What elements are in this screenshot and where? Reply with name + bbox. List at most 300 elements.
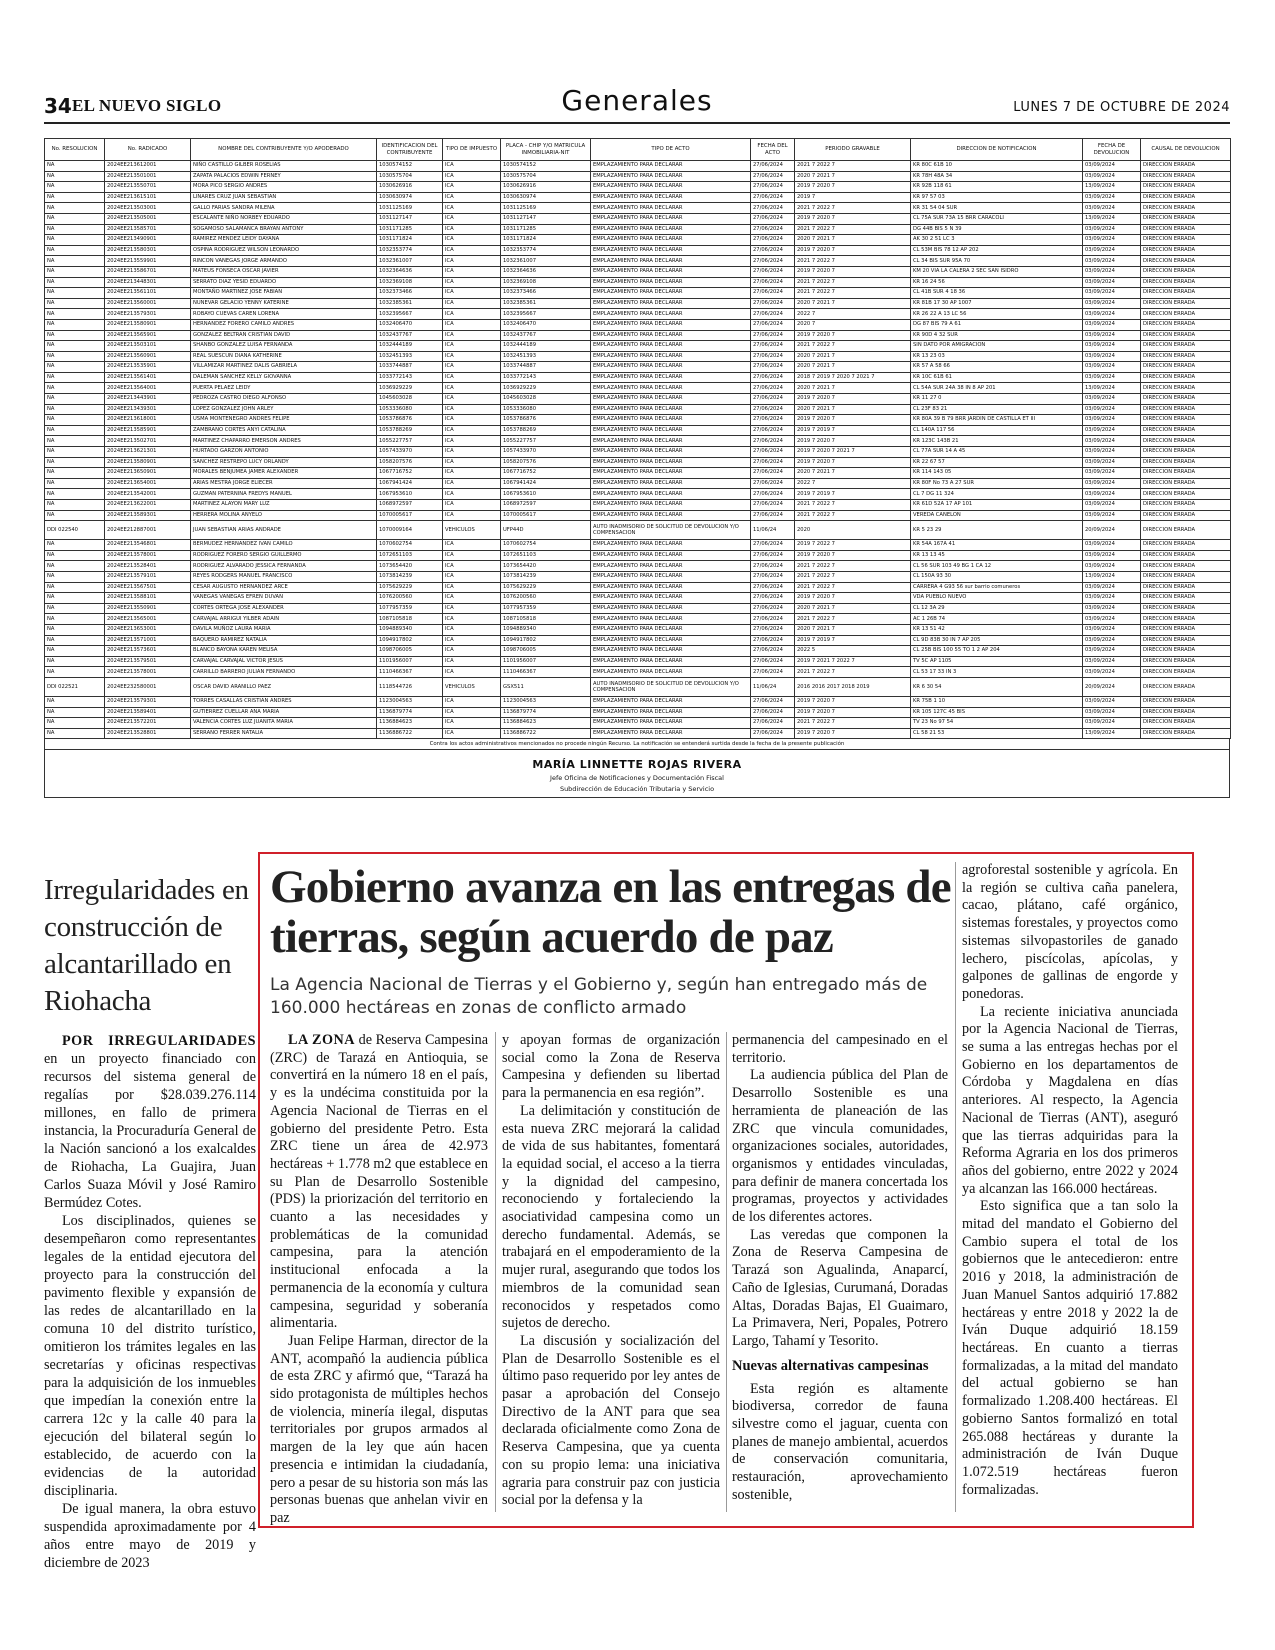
article-column-1 (270, 1032, 488, 1528)
table-cell: DIRECCION ERRADA (1141, 192, 1231, 203)
table-cell: 1032361007 (501, 256, 591, 267)
table-cell: 2024EE213560901 (105, 351, 191, 362)
table-cell: TV 5C AP 1105 (911, 656, 1083, 667)
table-cell: NA (45, 635, 105, 646)
table-cell: EMPLAZAMIENTO PARA DECLARAR (591, 624, 751, 635)
table-footnote: Contra los actos administrativos mencionados no procede ningún Recurso. La notificación se entenderá surtida desde la fecha de la presente publicación (44, 739, 1230, 750)
table-cell: 2024EE213560001 (105, 298, 191, 309)
table-cell: 1068972597 (377, 500, 443, 511)
table-cell: KR 57 A 58 66 (911, 362, 1083, 373)
table-cell: 1032385361 (377, 298, 443, 309)
table-cell: 03/09/2024 (1083, 510, 1141, 521)
table-cell: 2022 5 (795, 646, 911, 657)
table-cell: 1058207576 (501, 457, 591, 468)
table-cell: NA (45, 582, 105, 593)
table-cell: SHANBO GONZALEZ LUISA FERNANDA (191, 341, 377, 352)
table-cell: 2024EE213578001 (105, 667, 191, 678)
table-cell: 2020 7 2021 7 (795, 351, 911, 362)
table-cell: CL 77A SUR 14 A 45 (911, 447, 1083, 458)
table-cell: DIRECCION ERRADA (1141, 330, 1231, 341)
table-cell: 1032406470 (501, 319, 591, 330)
table-cell: 1094917802 (501, 635, 591, 646)
table-cell: 1072651103 (377, 550, 443, 561)
table-cell: 1031125169 (501, 203, 591, 214)
table-cell: NA (45, 266, 105, 277)
table-cell: 1094889340 (377, 624, 443, 635)
table-row (45, 718, 1231, 729)
table-cell: 03/09/2024 (1083, 707, 1141, 718)
table-cell: DAVILA MUÑOZ LAURA MARIA (191, 624, 377, 635)
table-cell: 03/09/2024 (1083, 372, 1141, 383)
table-cell: NA (45, 624, 105, 635)
table-cell: EMPLAZAMIENTO PARA DECLARAR (591, 192, 751, 203)
table-cell: DIRECCION ERRADA (1141, 161, 1231, 172)
column-header: FECHA DE DEVOLUCION (1083, 139, 1141, 161)
table-cell: 03/09/2024 (1083, 457, 1141, 468)
table-cell: NA (45, 696, 105, 707)
table-cell: ICA (443, 603, 501, 614)
table-cell: MARTINEZ CHAPARRO EMERSON ANDRES (191, 436, 377, 447)
table-cell: NA (45, 646, 105, 657)
table-row (45, 404, 1231, 415)
table-cell: 1087105818 (501, 614, 591, 625)
table-cell: VEHICULOS (443, 521, 501, 540)
table-cell: 2024EE213621301 (105, 447, 191, 458)
table-cell: EMPLAZAMIENTO PARA DECLARAR (591, 245, 751, 256)
table-cell: 27/06/2024 (751, 500, 795, 511)
table-cell: NA (45, 372, 105, 383)
table-cell: EMPLAZAMIENTO PARA DECLARAR (591, 571, 751, 582)
article-paragraph: y apoyan formas de organización social como la Zona de Reserva Campesina y defienden su libertad para la permanencia en esa región”. (502, 1032, 720, 1102)
table-cell: 2019 7 2022 7 (795, 540, 911, 551)
table-cell: ICA (443, 224, 501, 235)
table-cell: 27/06/2024 (751, 341, 795, 352)
table-cell: ICA (443, 298, 501, 309)
table-cell: KR 80A 39 B 79 BRR JARDIN DE CASTILLA ET III (911, 415, 1083, 426)
table-cell: NA (45, 614, 105, 625)
table-cell: ICA (443, 288, 501, 299)
table-cell: BLANCO BAYONA KAREN MELISA (191, 646, 377, 657)
table-cell: 2024EE213579301 (105, 696, 191, 707)
table-cell: ICA (443, 266, 501, 277)
table-cell: DIRECCION ERRADA (1141, 404, 1231, 415)
table-cell: DIRECCION ERRADA (1141, 256, 1231, 267)
table-cell: EMPLAZAMIENTO PARA DECLARAR (591, 330, 751, 341)
table-cell: 2024EE213503101 (105, 341, 191, 352)
column-header: IDENTIFICACION DEL CONTRIBUYENTE (377, 139, 443, 161)
table-cell: EMPLAZAMIENTO PARA DECLARAR (591, 436, 751, 447)
table-cell: DIRECCION ERRADA (1141, 624, 1231, 635)
table-cell: DIRECCION ERRADA (1141, 213, 1231, 224)
table-cell: DIRECCION ERRADA (1141, 415, 1231, 426)
table-cell: ICA (443, 646, 501, 657)
table-cell: 2024EE213579301 (105, 309, 191, 320)
table-cell: 2021 7 2022 7 (795, 288, 911, 299)
table-cell: 27/06/2024 (751, 468, 795, 479)
table-cell: 20/09/2024 (1083, 677, 1141, 696)
table-cell: NA (45, 404, 105, 415)
table-cell: 03/09/2024 (1083, 489, 1141, 500)
table-cell: RINCON VANEGAS JORGE ARMANDO (191, 256, 377, 267)
sidebar-paragraph (44, 1032, 256, 1212)
table-cell: 2024EE213542001 (105, 489, 191, 500)
table-cell: CL 54A SUR 24A 38 IN 8 AP 201 (911, 383, 1083, 394)
table-cell: VDA PUEBLO NUEVO (911, 593, 1083, 604)
table-cell: 27/06/2024 (751, 213, 795, 224)
table-cell: 2024EE213565001 (105, 614, 191, 625)
table-cell: 1032406470 (377, 319, 443, 330)
table-cell: EMPLAZAMIENTO PARA DECLARAR (591, 161, 751, 172)
table-cell: 03/09/2024 (1083, 582, 1141, 593)
table-cell: EMPLAZAMIENTO PARA DECLARAR (591, 468, 751, 479)
table-cell: 2024EE213561401 (105, 372, 191, 383)
table-cell: 1101956007 (501, 656, 591, 667)
table-cell: ICA (443, 667, 501, 678)
table-cell: TV 23 No 97 54 (911, 718, 1083, 729)
table-cell: ICA (443, 718, 501, 729)
table-cell: NA (45, 550, 105, 561)
table-cell: 03/09/2024 (1083, 362, 1141, 373)
table-cell: LOPEZ GONZALEZ JOHN ARLEY (191, 404, 377, 415)
table-cell: 03/09/2024 (1083, 540, 1141, 551)
table-cell: 27/06/2024 (751, 667, 795, 678)
table-cell: NA (45, 298, 105, 309)
table-cell: ZAMBRANO CORTES ANYI CATALINA (191, 425, 377, 436)
table-cell: 1031125169 (377, 203, 443, 214)
table-cell: 27/06/2024 (751, 656, 795, 667)
table-cell: 27/06/2024 (751, 245, 795, 256)
table-cell: 03/09/2024 (1083, 266, 1141, 277)
table-cell: 1033772143 (501, 372, 591, 383)
table-cell: 03/09/2024 (1083, 235, 1141, 246)
table-cell: ICA (443, 394, 501, 405)
table-row (45, 235, 1231, 246)
table-cell: ICA (443, 635, 501, 646)
table-cell: NA (45, 425, 105, 436)
table-cell: 1136884623 (501, 718, 591, 729)
table-cell: CL 53M BIS 78 12 AP 202 (911, 245, 1083, 256)
table-cell: CARVAJAL ARRIGUI YILBER ADAIN (191, 614, 377, 625)
table-cell: SERRATO DIAZ YESID EDUARDO (191, 277, 377, 288)
table-cell: ICA (443, 330, 501, 341)
table-cell: DIRECCION ERRADA (1141, 656, 1231, 667)
table-cell: KR 80C 61B 10 (911, 161, 1083, 172)
table-cell: 27/06/2024 (751, 447, 795, 458)
table-cell: ICA (443, 425, 501, 436)
table-cell: ICA (443, 571, 501, 582)
page-number: 34 (44, 94, 72, 118)
table-cell: NA (45, 213, 105, 224)
table-cell: CARRERA 4 G93 56 sur barrio comuneros (911, 582, 1083, 593)
table-cell: DIRECCION ERRADA (1141, 266, 1231, 277)
article-heading (270, 862, 958, 1020)
table-cell: DIRECCION ERRADA (1141, 235, 1231, 246)
table-cell: KR 61D 52A 17 AP 101 (911, 500, 1083, 511)
table-cell: 03/09/2024 (1083, 425, 1141, 436)
table-cell: NA (45, 593, 105, 604)
table-cell: 1057433970 (377, 447, 443, 458)
table-cell: ICA (443, 656, 501, 667)
table-cell: NA (45, 478, 105, 489)
table-cell: 2024EE213571001 (105, 635, 191, 646)
table-cell: 1032373466 (501, 288, 591, 299)
table-cell: EMPLAZAMIENTO PARA DECLARAR (591, 383, 751, 394)
table-cell: KR 78H 48A 34 (911, 171, 1083, 182)
section-title: Generales (561, 84, 713, 117)
table-cell: NA (45, 394, 105, 405)
column-header: TIPO DE ACTO (591, 139, 751, 161)
table-cell: DIRECCION ERRADA (1141, 309, 1231, 320)
table-cell: CL 41B SUR 4 18 36 (911, 288, 1083, 299)
table-cell: 03/09/2024 (1083, 614, 1141, 625)
table-cell: DIRECCION ERRADA (1141, 468, 1231, 479)
table-cell: 2019 7 2019 7 (795, 635, 911, 646)
table-cell: 2019 7 2020 7 (795, 457, 911, 468)
table-cell: EMPLAZAMIENTO PARA DECLARAR (591, 550, 751, 561)
table-cell: EMPLAZAMIENTO PARA DECLARAR (591, 235, 751, 246)
table-cell: 2024EE213586701 (105, 266, 191, 277)
table-cell: KR 75B 1 10 (911, 696, 1083, 707)
table-cell: 27/06/2024 (751, 624, 795, 635)
table-cell: 03/09/2024 (1083, 667, 1141, 678)
table-cell: 2024EE213546801 (105, 540, 191, 551)
table-cell: NA (45, 351, 105, 362)
table-cell: 2024EE213559901 (105, 256, 191, 267)
table-cell: DIRECCION ERRADA (1141, 288, 1231, 299)
table-cell: DIRECCION ERRADA (1141, 319, 1231, 330)
table-cell: EMPLAZAMIENTO PARA DECLARAR (591, 447, 751, 458)
table-cell: ICA (443, 235, 501, 246)
main-article (270, 861, 1180, 1526)
table-row (45, 383, 1231, 394)
table-cell: 2024EE213580901 (105, 457, 191, 468)
table-cell: 2024EE213448301 (105, 277, 191, 288)
table-cell: 27/06/2024 (751, 436, 795, 447)
table-cell: KR 10C 61B 61 (911, 372, 1083, 383)
table-cell: ICA (443, 561, 501, 572)
table-cell: 11/06/24 (751, 521, 795, 540)
table-cell: 1033744887 (377, 362, 443, 373)
table-cell: EMPLAZAMIENTO PARA DECLARAR (591, 646, 751, 657)
table-cell: 1032444189 (377, 341, 443, 352)
table-cell: UFP44D (501, 521, 591, 540)
table-cell: CL 7 DG 11 324 (911, 489, 1083, 500)
table-cell: 27/06/2024 (751, 383, 795, 394)
table-cell: EMPLAZAMIENTO PARA DECLARAR (591, 561, 751, 572)
table-cell: KR 11 27 0 (911, 394, 1083, 405)
table-cell: KR 97 57 03 (911, 192, 1083, 203)
table-cell: 2024EE213653001 (105, 624, 191, 635)
table-cell: DIRECCION ERRADA (1141, 707, 1231, 718)
article-column-3 (732, 1032, 948, 1505)
table-cell: KR 13 51 42 (911, 624, 1083, 635)
signatory-department: Subdirección de Educación Tributaria y Servicio (559, 785, 715, 794)
table-cell: CL 56 SUR 103 49 BG 1 CA 12 (911, 561, 1083, 572)
table-cell: 1053786876 (501, 415, 591, 426)
table-row (45, 614, 1231, 625)
table-row (45, 677, 1231, 696)
table-cell: ICA (443, 341, 501, 352)
table-cell: PUERTA PELAEZ LEIDY (191, 383, 377, 394)
table-cell: KR 5 23 29 (911, 521, 1083, 540)
table-cell: ICA (443, 614, 501, 625)
sidebar-paragraph: Los disciplinados, quienes se desempeñaron como representantes legales de la entidad ejecutora del proyecto para la construcción del pavimento flexible y expansión de las redes de alcantarillado en la comuna 10 del distrito turístico, omitieron los trámites legales en las secretarías y oficinas respectivas para la adquisición de los inmuebles que impedían la conexión entre la carrera 12c y la calle 40 para la ejecución del bilateral según lo establecido, de acuerdo con la evidencias de la autoridad disciplinaria. (44, 1213, 256, 1499)
table-cell: NA (45, 510, 105, 521)
table-cell: NA (45, 362, 105, 373)
article-paragraph: Esta región es altamente biodiversa, corredor de fauna silvestre como el jaguar, cuenta con planes de manejo ambiental, acuerdos de conservación comunitaria, restauración, aprovechamiento sostenible, (732, 1380, 948, 1503)
table-cell: ICA (443, 203, 501, 214)
table-cell: NA (45, 288, 105, 299)
table-cell: NA (45, 256, 105, 267)
table-cell: 2024EE213502701 (105, 436, 191, 447)
table-cell: EMPLAZAMIENTO PARA DECLARAR (591, 341, 751, 352)
sidebar-paragraph: De igual manera, la obra estuvo suspendida aproximadamente por 4 años entre mayo de 2019 y diciembre de 2023 (44, 1501, 256, 1571)
table-cell: ESCALANTE NIÑO NORBEY EDUARDO (191, 213, 377, 224)
table-cell: DIRECCION ERRADA (1141, 245, 1231, 256)
table-row (45, 468, 1231, 479)
table-cell: 2024EE213550901 (105, 603, 191, 614)
table-cell: 27/06/2024 (751, 707, 795, 718)
table-cell: NA (45, 192, 105, 203)
article-paragraph-text: de Reserva Campesina (ZRC) de Tarazá en Antioquia, se convertirá en la número 18 en el país, y es la undécima constituida por la Agencia Nacional de Tierras en el gobierno del presidente Petro. Esta ZRC tiene un área de 42.973 hectáreas + 1.778 m2 que establece en su Plan de Desarrollo Sostenible (PDS) la priorización del territorio en cuanto a las necesidades y problemáticas de la comunidad campesina, para la atención institucional enfocada a la permanencia de la economía y cultura campesina, seguridad y soberanía alimentaria. (270, 1032, 488, 1332)
table-cell: NA (45, 309, 105, 320)
table-row (45, 425, 1231, 436)
table-cell: 1032353774 (377, 245, 443, 256)
table-cell: DIRECCION ERRADA (1141, 718, 1231, 729)
table-cell: EMPLAZAMIENTO PARA DECLARAR (591, 707, 751, 718)
table-cell: 27/06/2024 (751, 351, 795, 362)
table-row (45, 510, 1231, 521)
table-cell: 27/06/2024 (751, 646, 795, 657)
table-cell: JUAN SEBASTIAN ARIAS ANDRADE (191, 521, 377, 540)
table-cell: 1076200560 (377, 593, 443, 604)
table-row (45, 330, 1231, 341)
table-cell: 27/06/2024 (751, 457, 795, 468)
table-cell: EMPLAZAMIENTO PARA DECLARAR (591, 266, 751, 277)
table-cell: EMPLAZAMIENTO PARA DECLARAR (591, 288, 751, 299)
table-cell: EMPLAZAMIENTO PARA DECLARAR (591, 667, 751, 678)
table-cell: 27/06/2024 (751, 404, 795, 415)
table-cell: 1030574152 (501, 161, 591, 172)
table-row (45, 277, 1231, 288)
table-cell: TORRES CASALLAS CRISTIAN ANDRES (191, 696, 377, 707)
article-paragraph: La audiencia pública del Plan de Desarrollo Sostenible es una herramienta de planeación de las ZRC que vincula comunidades, organizaciones sociales, autoridades, organismos y entidades vinculadas, para definir de manera concertada los programas, proyectos y actividades de los diferentes actores. (732, 1067, 948, 1226)
article-paragraph: La reciente iniciativa anunciada por la Agencia Nacional de Tierras, se suma a las entregas hechas por el Gobierno en los departamentos de Córdoba y Magdalena en días anteriores. Al respecto, la Agencia Nacional de Tierras (ANT), aseguró que las tierras adquiridas para la Reforma Agraria en los dos primeros años del gobierno, entre 2022 y 2024 ya alcanzan las 166.000 hectáreas. (962, 1003, 1178, 1197)
table-cell: 27/06/2024 (751, 489, 795, 500)
table-cell: 2022 7 (795, 309, 911, 320)
table-cell: 1070009164 (377, 521, 443, 540)
table-row (45, 582, 1231, 593)
table-row (45, 436, 1231, 447)
table-cell: 1070005617 (501, 510, 591, 521)
table-cell: NA (45, 235, 105, 246)
table-cell: 2021 7 2022 7 (795, 203, 911, 214)
table-cell: ICA (443, 707, 501, 718)
table-cell: 03/09/2024 (1083, 593, 1141, 604)
table-cell: 1031127147 (501, 213, 591, 224)
table-cell: ICA (443, 182, 501, 193)
table-cell: 27/06/2024 (751, 298, 795, 309)
table-cell: 27/06/2024 (751, 171, 795, 182)
table-cell: NA (45, 603, 105, 614)
table-cell: DIRECCION ERRADA (1141, 550, 1231, 561)
table-cell: EMPLAZAMIENTO PARA DECLARAR (591, 500, 751, 511)
table-cell: EMPLAZAMIENTO PARA DECLARAR (591, 415, 751, 426)
table-cell: 2016 2016 2017 2018 2019 (795, 677, 911, 696)
table-cell: 1123004563 (501, 696, 591, 707)
table-cell: 2024EE213650901 (105, 468, 191, 479)
table-cell: BERMUDEZ HERNANDEZ IVAN CAMILO (191, 540, 377, 551)
table-cell: PEDROZA CASTRO DIEGO ALFONSO (191, 394, 377, 405)
table-cell: VEREDA CANELON (911, 510, 1083, 521)
table-cell: 27/06/2024 (751, 510, 795, 521)
table-cell: DIRECCION ERRADA (1141, 277, 1231, 288)
table-cell: CL 23F 83 21 (911, 404, 1083, 415)
table-row (45, 182, 1231, 193)
table-row (45, 447, 1231, 458)
table-cell: 2019 7 2020 7 (795, 245, 911, 256)
column-header: PERIODO GRAVABLE (795, 139, 911, 161)
table-row (45, 256, 1231, 267)
table-cell: 27/06/2024 (751, 203, 795, 214)
table-cell: 1032353774 (501, 245, 591, 256)
table-row (45, 478, 1231, 489)
table-cell: ARIAS MESTRA JORGE ELIECER (191, 478, 377, 489)
table-row (45, 540, 1231, 551)
table-cell: 2024EE213443901 (105, 394, 191, 405)
table-cell: 27/06/2024 (751, 266, 795, 277)
table-cell: 27/06/2024 (751, 372, 795, 383)
table-cell: 1075629229 (501, 582, 591, 593)
table-cell: SERRANO FERRER NATALIA (191, 728, 377, 739)
table-cell: 1136886722 (377, 728, 443, 739)
table-cell: 27/06/2024 (751, 593, 795, 604)
table-cell: 03/09/2024 (1083, 351, 1141, 362)
table-cell: 03/09/2024 (1083, 436, 1141, 447)
table-cell: ICA (443, 245, 501, 256)
table-cell: ICA (443, 468, 501, 479)
article-deck: La Agencia Nacional de Tierras y el Gobierno y, según han entregado más de 160.000 hectáreas en zonas de conflicto armado (270, 975, 928, 1018)
table-cell: 2024EE213565901 (105, 330, 191, 341)
table-row (45, 161, 1231, 172)
table-cell: 1073654420 (377, 561, 443, 572)
table-cell: 2019 7 2020 7 (795, 707, 911, 718)
table-cell: 1073814239 (501, 571, 591, 582)
table-cell: NA (45, 468, 105, 479)
table-row (45, 489, 1231, 500)
table-cell: NA (45, 667, 105, 678)
table-cell: 2019 7 2020 7 (795, 415, 911, 426)
table-cell: EMPLAZAMIENTO PARA DECLARAR (591, 425, 751, 436)
table-cell: 2024EE213585901 (105, 425, 191, 436)
table-cell: 1053336080 (377, 404, 443, 415)
table-body (45, 161, 1231, 739)
table-cell: EMPLAZAMIENTO PARA DECLARAR (591, 182, 751, 193)
table-cell: 11/06/24 (751, 677, 795, 696)
table-cell: 1030630974 (377, 192, 443, 203)
table-cell: KR 6 30 54 (911, 677, 1083, 696)
table-cell: ICA (443, 256, 501, 267)
table-cell: EMPLAZAMIENTO PARA DECLARAR (591, 718, 751, 729)
table-cell: 1053788269 (377, 425, 443, 436)
table-cell: 03/09/2024 (1083, 624, 1141, 635)
table-cell: 2024EE213505001 (105, 213, 191, 224)
table-cell: VALENCIA CORTES LUZ JUANITA MARIA (191, 718, 377, 729)
table-cell: DIRECCION ERRADA (1141, 394, 1231, 405)
table-cell: NA (45, 341, 105, 352)
table-cell: NA (45, 330, 105, 341)
table-cell: 03/09/2024 (1083, 245, 1141, 256)
